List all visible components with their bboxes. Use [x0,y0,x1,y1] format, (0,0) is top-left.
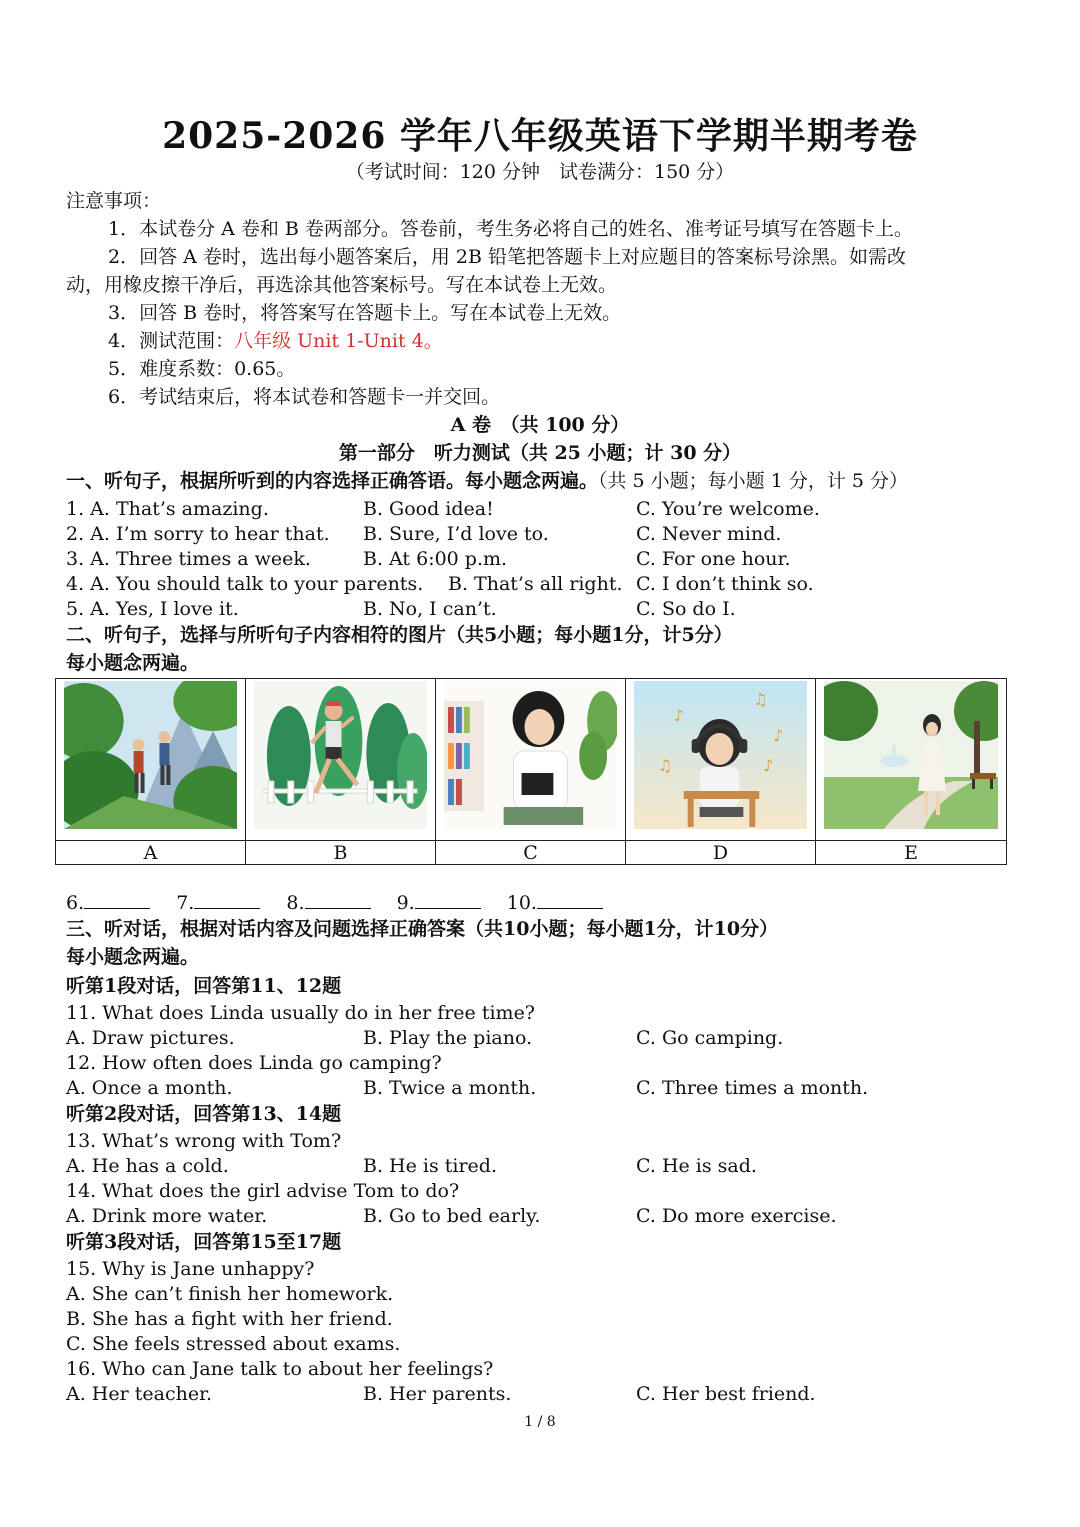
question-13: 13. What’s wrong with Tom? [66,1130,342,1152]
picture-label-e: E [816,840,1006,865]
notice-item-2a: 2．回答 A 卷时，选出每小题答案后，用 2B 铅笔把答题卡上对应题目的答案标号涂黑。如需改 [108,246,907,268]
q1-option-a: 1. A. That’s amazing. [66,498,269,520]
picture-cell-d [626,679,816,865]
svg-text:♫: ♫ [657,755,673,776]
blank-label-10: 10. [506,892,537,914]
notice-item-5: 5．难度系数：0.65。 [108,358,296,380]
q11-option-a: A. Draw pictures. [66,1027,235,1049]
picture-label-c: C [436,840,625,865]
answer-blanks-row [66,890,623,916]
blank-label-8: 8. [286,892,305,914]
q12-option-c: C. Three times a month. [636,1077,869,1099]
q12-option-b: B. Twice a month. [363,1077,537,1099]
music-illustration [634,681,807,829]
page-number: 1 / 8 [524,1414,556,1430]
notice-item-4-prefix: 4．测试范围： [108,330,235,352]
picture-cell-e [816,679,1006,865]
q15-option-c: C. She feels stressed about exams. [66,1333,401,1355]
q13-option-a: A. He has a cold. [66,1155,229,1177]
picture-table [55,678,1007,865]
hiking-illustration [64,681,237,829]
picture-cell-a [56,679,246,865]
question-12: 12. How often does Linda go camping? [66,1052,442,1074]
notice-item-2b: 动，用橡皮擦干净后，再选涂其他答案标号。写在本试卷上无效。 [66,274,618,296]
q2-option-b: B. Sure, I’d love to. [363,523,549,545]
dialogue-3-heading: 听第3段对话，回答第15至17题 [66,1231,342,1253]
q13-option-c: C. He is sad. [636,1155,757,1177]
q3-section-sub: 每小题念两遍。 [66,946,200,968]
q2-option-c: C. Never mind. [636,523,782,545]
picture-label-b: B [246,840,435,865]
notice-item-1: 1．本试卷分 A 卷和 B 卷两部分。答卷前，考生务必将自己的姓名、准考证号填写在答题卡上。 [108,218,913,240]
q1-heading-plain: （共 5 小题；每小题 1 分，计 5 分） [598,470,909,492]
q14-option-c: C. Do more exercise. [636,1205,837,1227]
q15-option-b: B. She has a fight with her friend. [66,1308,393,1330]
q2-option-a: 2. A. I’m sorry to hear that. [66,523,330,545]
q2-section-heading: 二、听句子，选择与所听句子内容相符的图片（共5小题；每小题1分，计5分） [66,624,733,646]
q1-heading-bold: 一、听句子，根据所听到的内容选择正确答语。每小题念两遍。 [66,470,599,492]
q1-option-c: C. You’re welcome. [636,498,820,520]
test-range: 八年级 Unit 1-Unit 4。 [234,330,443,352]
q4-option-a: 4. A. You should talk to your parents. [66,573,424,595]
q1-option-b: B. Good idea! [363,498,494,520]
blank-label-7: 7. [176,892,195,914]
q5-option-b: B. No, I can’t. [363,598,497,620]
picture-label-a: A [56,840,245,865]
svg-text:♪: ♪ [763,755,774,776]
picture-cell-c [436,679,626,865]
dialogue-2-heading: 听第2段对话，回答第13、14题 [66,1103,342,1125]
part1-heading: 第一部分 听力测试（共 25 小题；计 30 分） [338,442,742,464]
q2-section-sub: 每小题念两遍。 [66,652,200,674]
q4-option-b: B. That’s all right. [448,573,623,595]
q3-option-b: B. At 6:00 p.m. [363,548,508,570]
svg-text:♫: ♫ [753,689,768,710]
svg-text:♪: ♪ [773,725,784,746]
q1-section-heading [66,469,908,494]
answer-blank-8[interactable] [305,890,371,909]
q3-option-c: C. For one hour. [636,548,791,570]
notice-heading: 注意事项： [66,190,162,212]
q12-option-a: A. Once a month. [66,1077,233,1099]
picture-cell-b [246,679,436,865]
q5-option-c: C. So do I. [636,598,736,620]
question-15: 15. Why is Jane unhappy? [66,1258,315,1280]
question-16: 16. Who can Jane talk to about her feelings? [66,1358,494,1380]
park-walk-illustration [824,681,998,829]
notice-item-4 [108,329,443,354]
blank-label-9: 9. [396,892,415,914]
q15-option-a: A. She can’t finish her homework. [66,1283,394,1305]
q3-section-heading: 三、听对话，根据对话内容及问题选择正确答案（共10小题；每小题1分，计10分） [66,918,779,940]
question-14: 14. What does the girl advise Tom to do? [66,1180,460,1202]
exam-title: 2025-2026 学年八年级英语下学期半期考卷 [162,115,918,157]
q4-option-c: C. I don’t think so. [636,573,814,595]
reading-illustration [444,681,617,829]
q16-option-b: B. Her parents. [363,1383,512,1405]
q13-option-b: B. He is tired. [363,1155,498,1177]
exam-subtitle: （考试时间：120 分钟 试卷满分：150 分） [345,161,735,183]
q11-option-b: B. Play the piano. [363,1027,533,1049]
q11-option-c: C. Go camping. [636,1027,784,1049]
question-11: 11. What does Linda usually do in her free time? [66,1002,535,1024]
answer-blank-7[interactable] [194,890,260,909]
q14-option-a: A. Drink more water. [66,1205,268,1227]
notice-item-3: 3．回答 B 卷时，将答案写在答题卡上。写在本试卷上无效。 [108,302,622,324]
section-a-heading: A 卷 （共 100 分） [450,414,630,436]
q16-option-c: C. Her best friend. [636,1383,816,1405]
q16-option-a: A. Her teacher. [66,1383,213,1405]
answer-blank-9[interactable] [415,890,481,909]
svg-text:♪: ♪ [673,705,684,726]
notice-item-6: 6．考试结束后，将本试卷和答题卡一并交回。 [108,386,501,408]
answer-blank-6[interactable] [84,890,150,909]
blank-label-6: 6. [66,892,85,914]
picture-label-d: D [626,840,815,865]
q14-option-b: B. Go to bed early. [363,1205,541,1227]
answer-blank-10[interactable] [537,890,603,909]
running-illustration [254,681,427,829]
q3-option-a: 3. A. Three times a week. [66,548,311,570]
q5-option-a: 5. A. Yes, I love it. [66,598,239,620]
dialogue-1-heading: 听第1段对话，回答第11、12题 [66,975,342,997]
